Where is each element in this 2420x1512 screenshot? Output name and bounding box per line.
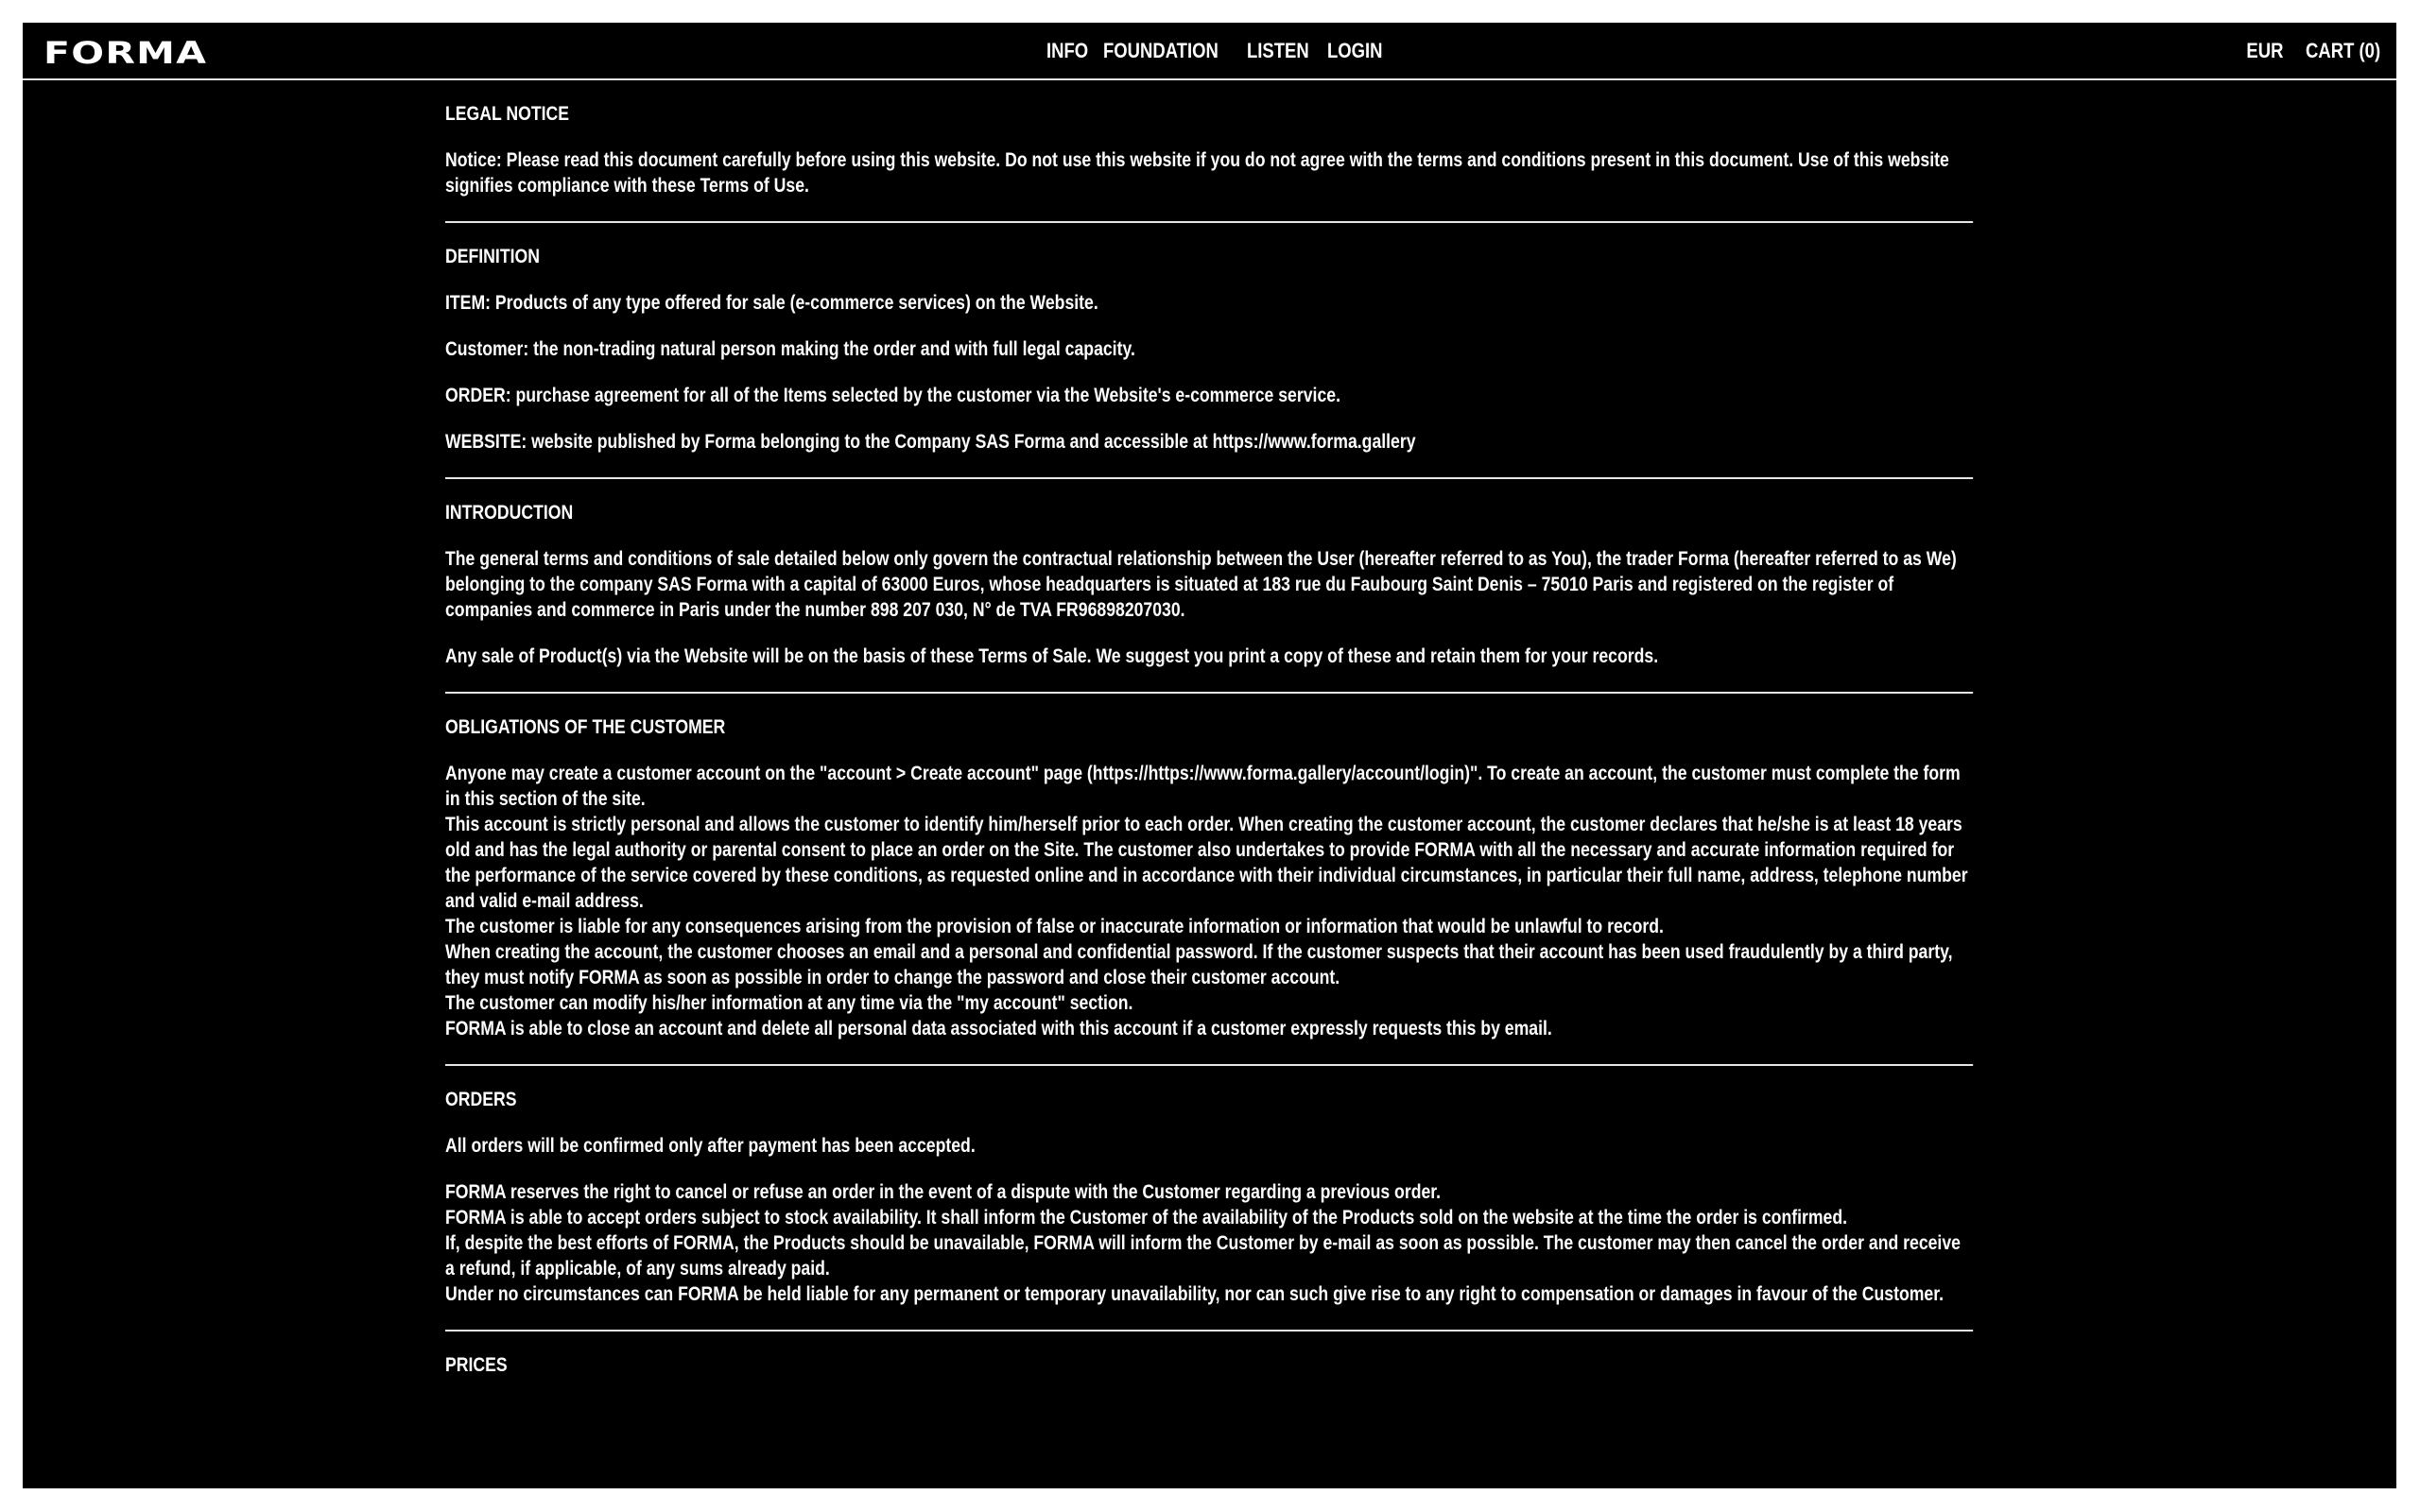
section-title: INTRODUCTION	[445, 502, 574, 524]
main-nav	[1046, 40, 1386, 62]
terms-content	[445, 80, 1974, 1399]
logo-link[interactable]: FORMA	[43, 35, 208, 71]
section-orders	[445, 1064, 1973, 1307]
paragraph: The general terms and conditions of sale detailed below only govern the contractual relationship between the User (hereafter referred to as You), the trader Forma (hereafter referred to as We) belonging to the company SAS Forma with a capital of 63000 Euros, whose headquarters is situated at 183 rue du Faubourg Saint Denis – 75010 Paris and registered on the register of companies and commerce in Paris under the number 898 207 030, N° de TVA FR96898207030.	[445, 548, 1957, 621]
section-title: DEFINITION	[445, 246, 540, 267]
site-header	[23, 23, 2396, 80]
paragraph: Notice: Please read this document carefully before using this website. Do not use this website if you do not agree with the terms and conditions present in this document. Use of this website signifies compliance with these Terms of Use.	[445, 149, 1949, 197]
paragraph: WEBSITE: website published by Forma belonging to the Company SAS Forma and accessible at https://www.forma.gallery	[445, 431, 1416, 453]
paragraph: ITEM: Products of any type offered for sale (e-commerce services) on the Website.	[445, 292, 1098, 314]
paragraph: Any sale of Product(s) via the Website will be on the basis of these Terms of Sale. We suggest you print a copy of these and retain them for your records.	[445, 645, 1659, 667]
nav-info[interactable]: INFO	[1046, 39, 1089, 62]
section-definition	[445, 221, 1973, 455]
cart-link[interactable]: CART (0)	[2305, 39, 2380, 62]
paragraph: Customer: the non-trading natural person making the order and with full legal capacity.	[445, 338, 1135, 360]
section-prices	[445, 1330, 1973, 1378]
section-title: OBLIGATIONS OF THE CUSTOMER	[445, 716, 726, 738]
section-title: PRICES	[445, 1354, 508, 1376]
nav-login[interactable]: LOGIN	[1326, 39, 1383, 62]
section-introduction	[445, 477, 1973, 669]
page-frame	[23, 23, 2396, 1488]
header-right	[2247, 40, 2380, 62]
paragraph: All orders will be confirmed only after payment has been accepted.	[445, 1135, 976, 1157]
nav-listen[interactable]: LISTEN	[1246, 39, 1309, 62]
nav-foundation[interactable]: FOUNDATION	[1102, 39, 1219, 62]
currency-selector[interactable]: EUR	[2246, 39, 2284, 62]
section-legal-notice	[445, 80, 1973, 198]
paragraph: ORDER: purchase agreement for all of the Items selected by the customer via the Website's e-commerce service.	[445, 385, 1340, 406]
paragraph: FORMA reserves the right to cancel or refuse an order in the event of a dispute with the Customer regarding a previous order. FORMA is able to accept orders subject to stock availability. It shall inform the Customer of the availability of the Products sold on the website at the time the order is confirmed. If, despite the best efforts of FORMA, the Products should be unavailable, FORMA will inform the Customer by e-mail as soon as possible. The customer may then cancel the order and receive a refund, if applicable, of any sums already paid. Under no circumstances can FORMA be held liable for any permanent or temporary unavailability, nor can such give rise to any right to compensation or damages in favour of the Customer.	[445, 1181, 1961, 1305]
paragraph: Anyone may create a customer account on the "account > Create account" page (https://https://www.forma.gallery/account/login)". To create an account, the customer must complete the form in this section of the site. This account is strictly personal and allows the customer to identify him/herself prior to each order. When creating the customer account, the customer declares that he/she is at least 18 years old and has the legal authority or parental consent to place an order on the Site. The customer also undertakes to provide FORMA with all the necessary and accurate information required for the performance of the service covered by these conditions, as requested online and in accordance with their individual circumstances, in particular their full name, address, telephone number and valid e-mail address. The customer is liable for any consequences arising from the provision of false or inaccurate information or information that would be unlawful to record. When creating the account, the customer chooses an email and a personal and confidential password. If the customer suspects that their account has been used fraudulently by a third party, they must notify FORMA as soon as possible in order to change the password and close their customer account. The customer can modify his/her information at any time via the "my account" section. FORMA is able to close an account and delete all personal data associated with this account if a customer expressly requests this by email.	[445, 763, 1968, 1040]
section-title: LEGAL NOTICE	[445, 103, 570, 125]
section-obligations	[445, 692, 1973, 1041]
section-title: ORDERS	[445, 1089, 517, 1110]
